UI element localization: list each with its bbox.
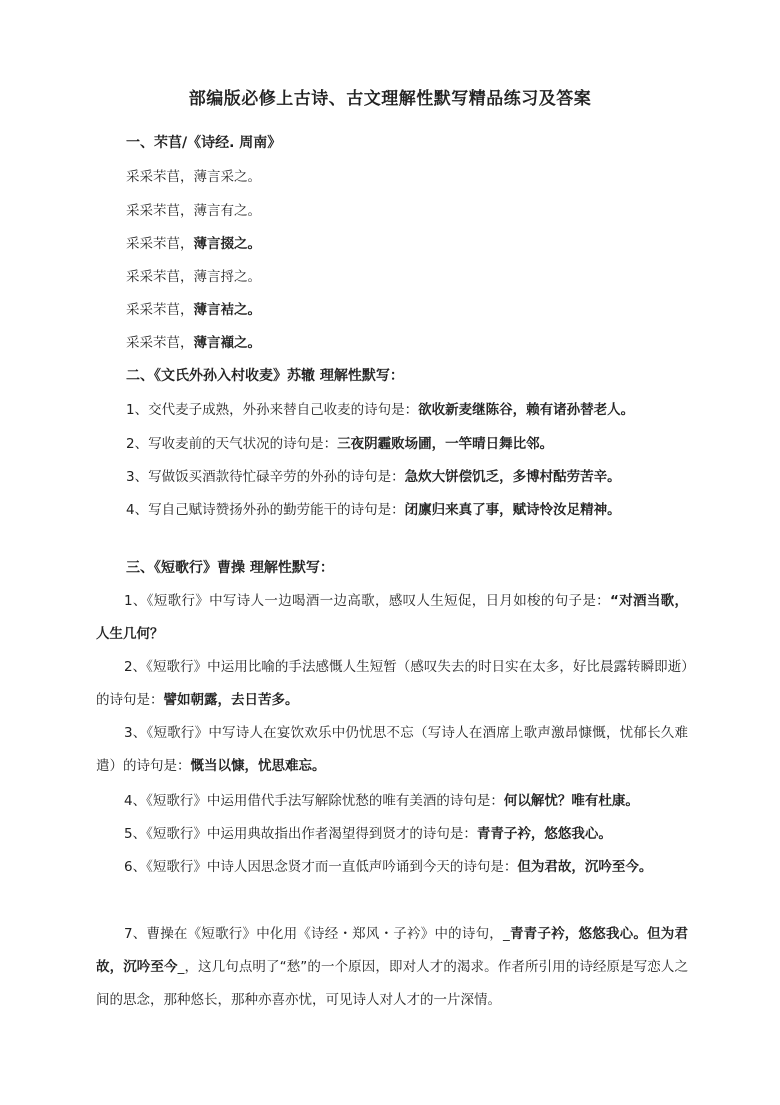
answer-text: 但为君故，沉吟至今。 <box>517 859 653 875</box>
answer-text: 何以解忧？唯有杜康。 <box>503 793 639 809</box>
poem-line: 采采芣苢，薄言采之。 <box>126 169 261 185</box>
poem-line: 采采芣苢，薄言掇之。 <box>126 236 261 252</box>
answer-text: 慨当以慷，忧思难忘。 <box>190 758 326 774</box>
section3-heading: 三、《短歌行》曹操 理解性默写： <box>126 560 334 576</box>
question-item: 5、《短歌行》中运用典故指出作者渴望得到贤才的诗句是：青青子衿，悠悠我心。 <box>124 826 612 842</box>
question-item: 4、写自己赋诗赞扬外孙的勤劳能干的诗句是：闭廪归来真了事，赋诗怜汝足精神。 <box>126 502 621 518</box>
page-title: 部编版必修上古诗、古文理解性默写精品练习及答案 <box>188 89 592 109</box>
answer-text: 闭廪归来真了事，赋诗怜汝足精神。 <box>404 502 621 518</box>
answer-text: 三夜阴霾败场圃，一竿晴日舞比邻。 <box>337 436 554 452</box>
question-item: 3、写做饭买酒款待忙碌辛劳的外孙的诗句是：急炊大饼偿饥乏，多博村酤劳苦辛。 <box>126 469 621 485</box>
question-item: 4、《短歌行》中运用借代手法写解除忧愁的唯有美酒的诗句是：何以解忧？唯有杜康。 <box>124 793 639 809</box>
poem-line: 采采芣苢，薄言袺之。 <box>126 302 261 318</box>
answer-text: 欲收新麦继陈谷，赖有诸孙替老人。 <box>418 402 635 418</box>
answer-text: 急炊大饼偿饥乏，多博村酤劳苦辛。 <box>404 469 621 485</box>
poem-line: 采采芣苢，薄言有之。 <box>126 203 261 219</box>
question-item: 3、《短歌行》中写诗人在宴饮欢乐中仍忧思不忘（写诗人在酒席上歌声激昂慷慨，忧郁长久难遣）的诗句是：慨当以慷，忧思难忘。 <box>96 725 688 774</box>
section2-heading: 二、《文氏外孙入村收麦》苏辙 理解性默写： <box>126 368 404 384</box>
question-item: 1、交代麦子成熟，外孙来替自己收麦的诗句是：欲收新麦继陈谷，赖有诸孙替老人。 <box>126 402 635 418</box>
answer-text: 譬如朝露，去日苦多。 <box>163 692 299 708</box>
question-item: 2、《短歌行》中运用比喻的手法感慨人生短暂（感叹失去的时日实在太多，好比晨露转瞬即逝）的诗句是：譬如朝露，去日苦多。 <box>96 659 688 708</box>
answer-text: “对酒当歌，人生几何？ <box>96 593 688 642</box>
answer-text: 青青子衿，悠悠我心。但为君故，沉吟至今 <box>96 926 688 975</box>
question-item: 2、写收麦前的天气状况的诗句是：三夜阴霾败场圃，一竿晴日舞比邻。 <box>126 436 554 452</box>
poem-line: 采采芣苢，薄言襭之。 <box>126 335 261 351</box>
poem-line: 采采芣苢，薄言捋之。 <box>126 269 261 285</box>
section1-heading: 一、芣苢/《诗经. 周南》 <box>126 135 282 151</box>
question-item: 1、《短歌行》中写诗人一边喝酒一边高歌，感叹人生短促，日月如梭的句子是：“对酒当歌，人生几何？ <box>96 593 688 642</box>
question-item: 7、曹操在《短歌行》中化用《诗经・郑风・子衿》中的诗句，_青青子衿，悠悠我心。但为君故，沉吟至今_，这几句点明了“愁”的一个原因，即对人才的渴求。作者所引用的诗经原是写恋人之间的思念，那种悠长，那种亦喜亦忧，可见诗人对人才的一片深情。 <box>96 926 689 1008</box>
question-item: 6、《短歌行》中诗人因思念贤才而一直低声吟诵到今天的诗句是：但为君故，沉吟至今。 <box>124 859 653 875</box>
answer-text: 青青子衿，悠悠我心。 <box>476 826 612 842</box>
